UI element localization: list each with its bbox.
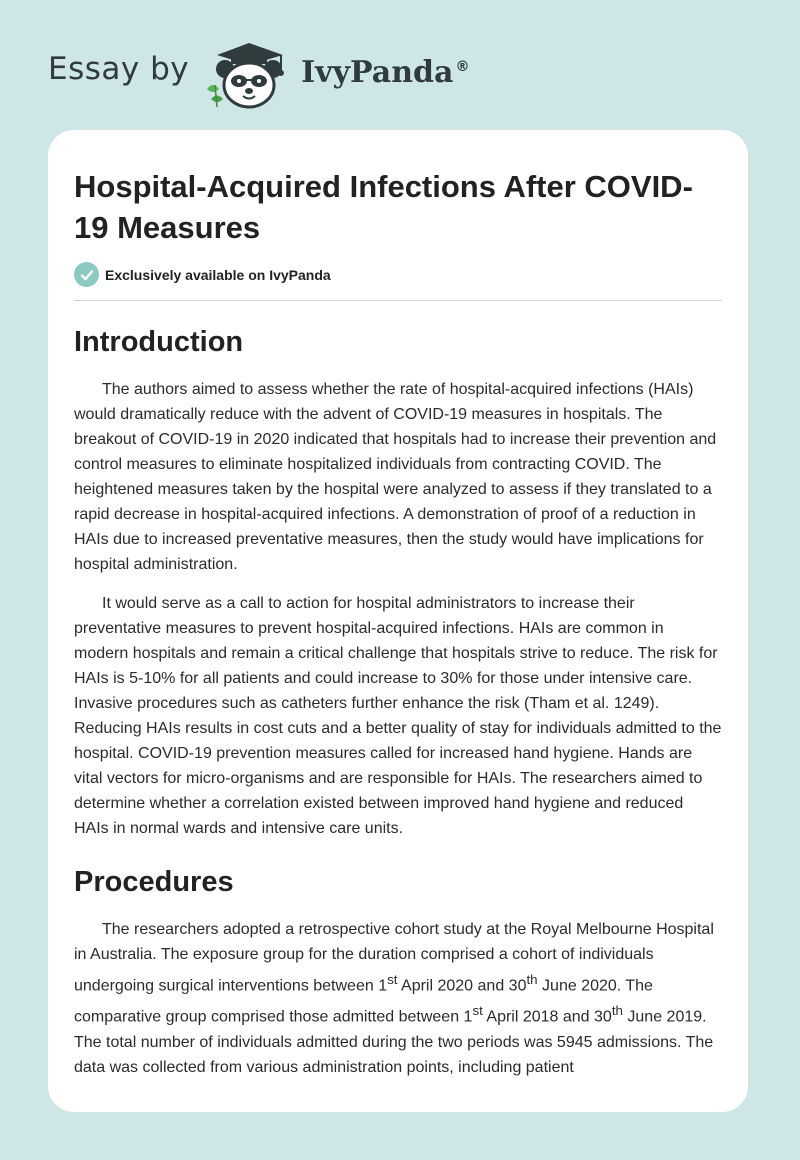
exclusive-badge [74,262,722,301]
introduction-paragraph-2: It would serve as a call to action for hospital administrators to increase their preventative measures to prevent hospital-acquired infections. HAIs are common in modern hospitals and remain a critical challenge that hospitals strive to reduce. The risk for HAIs is 5-10% for all patients and could increase to 30% for those under intensive care. Invasive procedures such as catheters further enhance the risk (Tham et al. 1249). Reducing HAIs results in cost cuts and a better quality of stay for individuals admitted to the hospital. COVID-19 prevention measures called for increased hand hygiene. Hands are vital vectors for micro-organisms and are responsible for HAIs. The researchers aimed to determine whether a correlation existed between improved hand hygiene and reduced HAIs in normal wards and intensive care units. [74,595,722,837]
article-card [48,130,748,1112]
article-title: Hospital-Acquired Infections After COVID-19 Measures [74,169,693,245]
procedures-paragraph-1: The researchers adopted a retrospective cohort study at the Royal Melbourne Hospital in Australia. The exposure group for the duration comprised a cohort of individuals undergoing surgical interventions between 1st April 2020 and 30th June 2020. The comparative group comprised those admitted between 1st April 2018 and 30th June 2019. The total number of individuals admitted during the two periods was 5945 admissions. The data was collected from various administration points, including patient [74,921,714,1076]
introduction-paragraph-1: The authors aimed to assess whether the rate of hospital-acquired infections (HAIs) would dramatically reduce with the advent of COVID-19 measures in hospitals. The breakout of COVID-19 in 2020 indicated that hospitals had to increase their prevention and control measures to eliminate hospitalized individuals from contracting COVID. The heightened measures taken by the hospital were analyzed to assess if they translated to a rapid decrease in hospital-acquired infections. A demonstration of proof of a reduction in HAIs due to increased preventative measures, then the study would have implications for hospital administration. [74,381,717,573]
section-heading-introduction: Introduction [74,326,244,358]
checkmark-icon [74,262,99,287]
exclusive-label: Exclusively available on IvyPanda [105,266,331,283]
section-heading-procedures: Procedures [74,866,234,898]
brand-prefix: Essay by [48,51,190,87]
ivypanda-logo-icon [203,37,295,111]
brand-header[interactable] [48,34,469,114]
brand-name: IvyPanda ® [301,54,470,90]
